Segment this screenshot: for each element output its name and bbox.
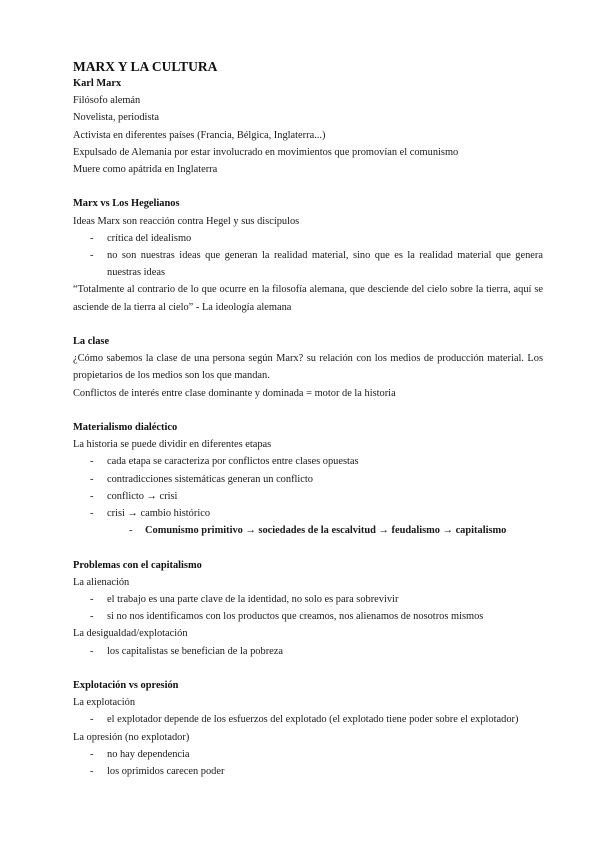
section-materialismo-dialectico — [73, 419, 543, 539]
text-line: Activista en diferentes países (Francia, Bélgica, Inglaterra...) — [73, 129, 326, 141]
list-item: - no hay dependencia — [73, 746, 543, 763]
document-page — [73, 58, 543, 780]
list-item: - cada etapa se caracteriza por conflictos entre clases opuestas — [73, 453, 543, 470]
text-line: Ideas Marx son reacción contra Hegel y sus discípulos — [73, 215, 300, 227]
text-line: Expulsado de Alemania por estar involucrado en movimientos que promovían el comunismo — [73, 146, 459, 158]
text-line: Muere como apátrida en Inglaterra — [73, 164, 218, 176]
list-item: - si no nos identificamos con los productos que creamos, nos alienamos de nosotros mismos — [73, 608, 543, 625]
text-line: La desigualdad/explotación — [73, 628, 188, 640]
text-line: La alienación — [73, 576, 130, 588]
list-item: - el explotador depende de los esfuerzos del explotado (el explotado tiene poder sobre el explotador) — [73, 711, 543, 728]
document-title: MARX Y LA CULTURA — [73, 59, 218, 74]
section-heading: Materialismo dialéctico — [73, 422, 178, 434]
text-line: La explotación — [73, 697, 136, 709]
section-explotacion-vs-opresion — [73, 677, 543, 780]
list-item: - crítica del idealismo — [73, 230, 543, 247]
section-heading: Karl Marx — [73, 78, 122, 89]
section-heading: Problemas con el capitalismo — [73, 559, 202, 571]
text-line: Filósofo alemán — [73, 95, 141, 107]
list-item: - conflicto → crisi — [73, 488, 543, 505]
list-item: - los oprimidos carecen poder — [73, 763, 543, 780]
list-item: - los capitalistas se benefician de la pobreza — [73, 643, 543, 660]
paragraph: ¿Cómo sabemos la clase de una persona según Marx? su relación con los medios de producción material. Los propietarios de los medios son los que mandan. — [73, 353, 543, 382]
text-line: La historia se puede dividir en diferentes etapas — [73, 439, 272, 451]
section-karl-marx — [73, 75, 543, 178]
text-line: Novelista, periodista — [73, 112, 159, 124]
list-item: - no son nuestras ideas que generan la realidad material, sino que es la realidad material que genera nuestras ideas — [73, 247, 543, 281]
section-problemas-capitalismo — [73, 557, 543, 660]
text-line: Conflictos de interés entre clase dominante y dominada = motor de la historia — [73, 387, 396, 399]
section-marx-vs-hegelianos — [73, 195, 543, 315]
section-heading: La clase — [73, 336, 110, 348]
quote: “Totalmente al contrario de lo que ocurre en la filosofía alemana, que desciende del cielo sobre la tierra, aquí se asciende de la tierra al cielo” - La ideología alemana — [73, 284, 543, 313]
list-item: - contradicciones sistemáticas generan un conflicto — [73, 471, 543, 488]
sub-list-item: - Comunismo primitivo → sociedades de la escalvitud → feudalismo → capitalismo — [73, 522, 543, 539]
section-heading: Marx vs Los Hegelianos — [73, 198, 180, 210]
text-line: La opresión (no explotador) — [73, 731, 190, 743]
list-item: - el trabajo es una parte clave de la identidad, no solo es para sobrevivir — [73, 591, 543, 608]
list-item: - crisi → cambio histórico — [73, 505, 543, 522]
section-heading: Explotación vs opresión — [73, 680, 179, 692]
section-la-clase — [73, 333, 543, 402]
